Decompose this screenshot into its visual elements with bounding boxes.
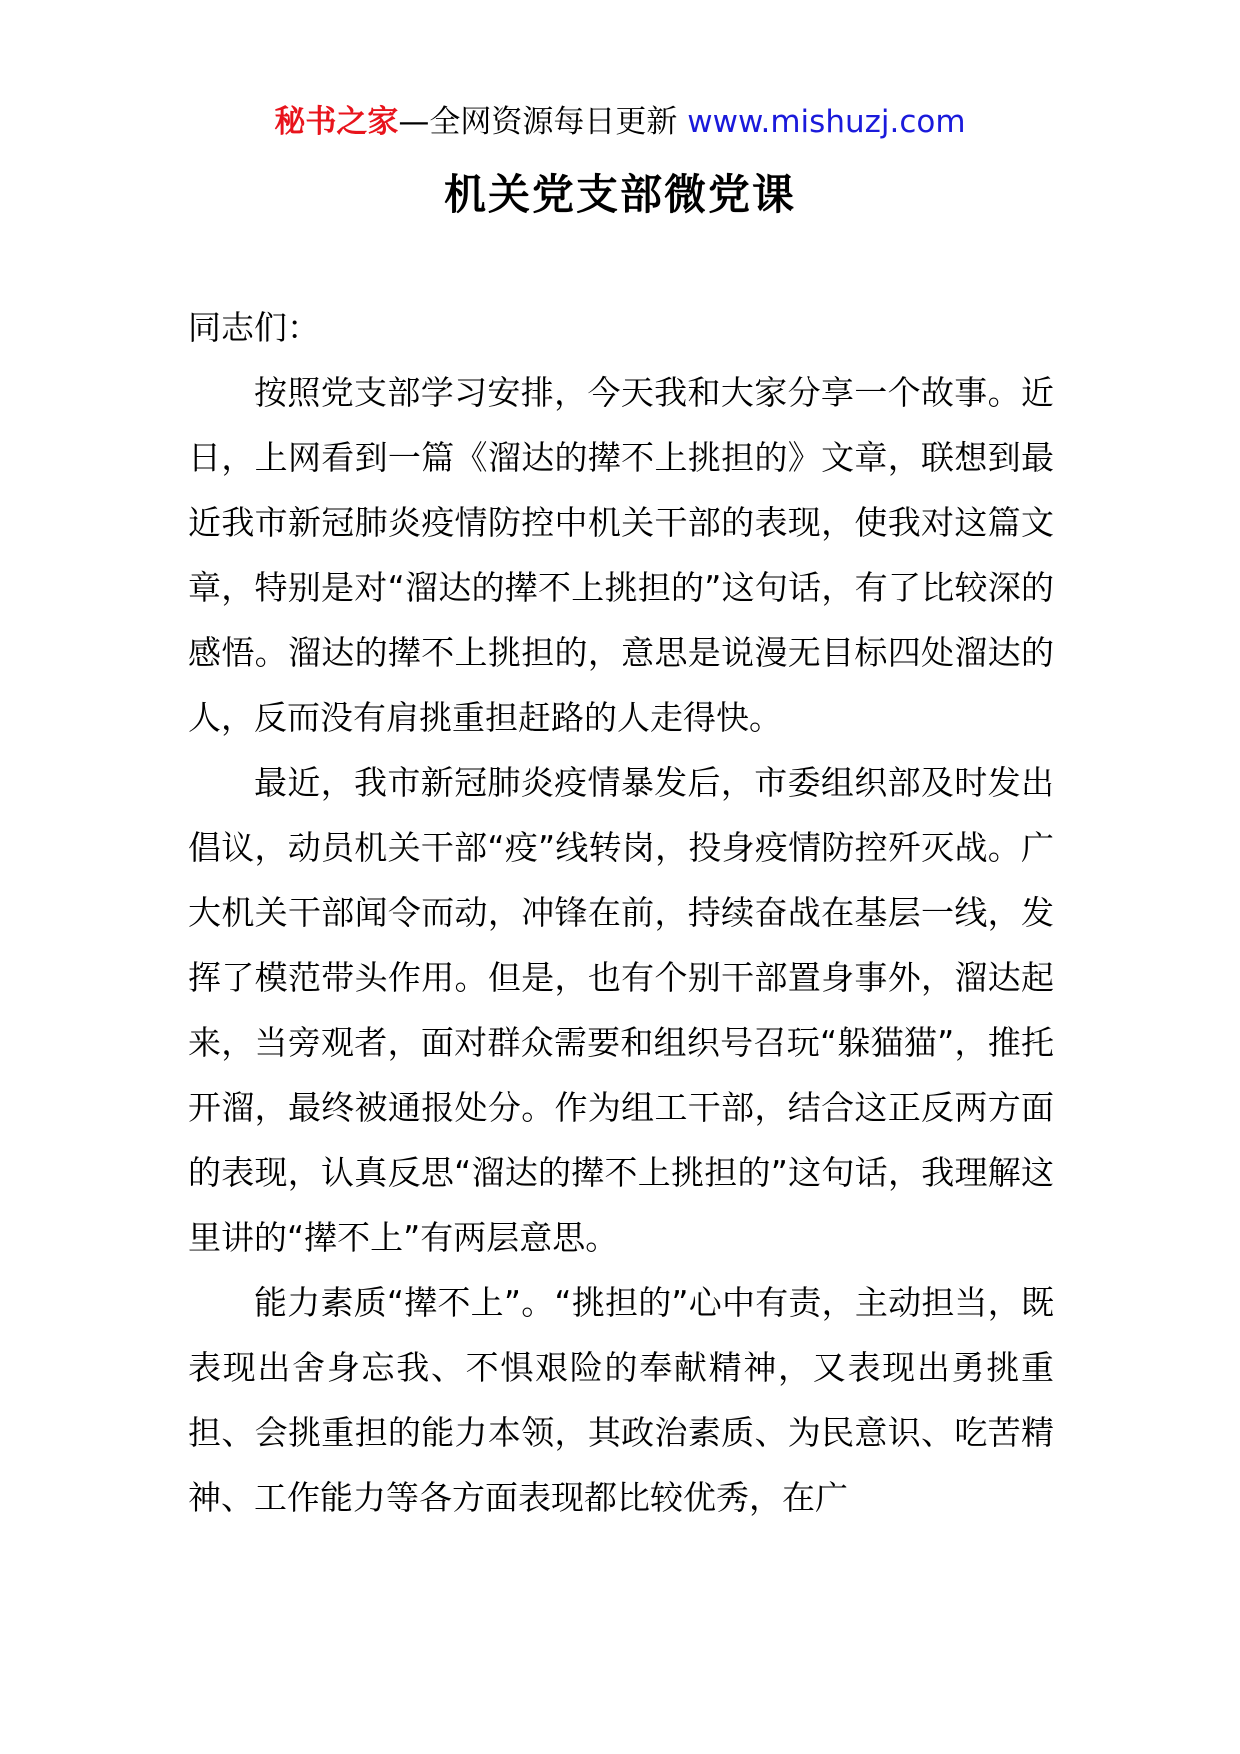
site-header xyxy=(0,100,1240,144)
site-url-link[interactable]: www.mishuzj.com xyxy=(687,104,966,140)
document-body xyxy=(188,295,1054,1530)
document-title: 机关党支部微党课 xyxy=(443,170,796,219)
brand-name: 秘书之家 xyxy=(274,104,399,140)
salutation: 同志们： xyxy=(188,308,320,347)
paragraph-1: 按照党支部学习安排，今天我和大家分享一个故事。近日，上网看到一篇《溜达的撵不上挑担的》文章，联想到最近我市新冠肺炎疫情防控中机关干部的表现，使我对这篇文章，特别是对“溜达的撵不上挑担的”这句话，有了比较深的感悟。溜达的撵不上挑担的，意思是说漫无目标四处溜达的人，反而没有肩挑重担赶路的人走得快。 xyxy=(188,373,1054,737)
header-tagline: —全网资源每日更新 xyxy=(398,104,688,140)
paragraph-3: 能力素质“撵不上”。“挑担的”心中有责，主动担当，既表现出舍身忘我、不惧艰险的奉献精神，又表现出勇挑重担、会挑重担的能力本领，其政治素质、为民意识、吃苦精神、工作能力等各方面表现都比较优秀，在广 xyxy=(188,1283,1054,1517)
paragraph-2: 最近，我市新冠肺炎疫情暴发后，市委组织部及时发出倡议，动员机关干部“疫”线转岗，投身疫情防控歼灭战。广大机关干部闻令而动，冲锋在前，持续奋战在基层一线，发挥了模范带头作用。但是，也有个别干部置身事外，溜达起来，当旁观者，面对群众需要和组织号召玩“躲猫猫”，推托开溜，最终被通报处分。作为组工干部，结合这正反两方面的表现，认真反思“溜达的撵不上挑担的”这句话，我理解这里讲的“撵不上”有两层意思。 xyxy=(188,763,1054,1257)
